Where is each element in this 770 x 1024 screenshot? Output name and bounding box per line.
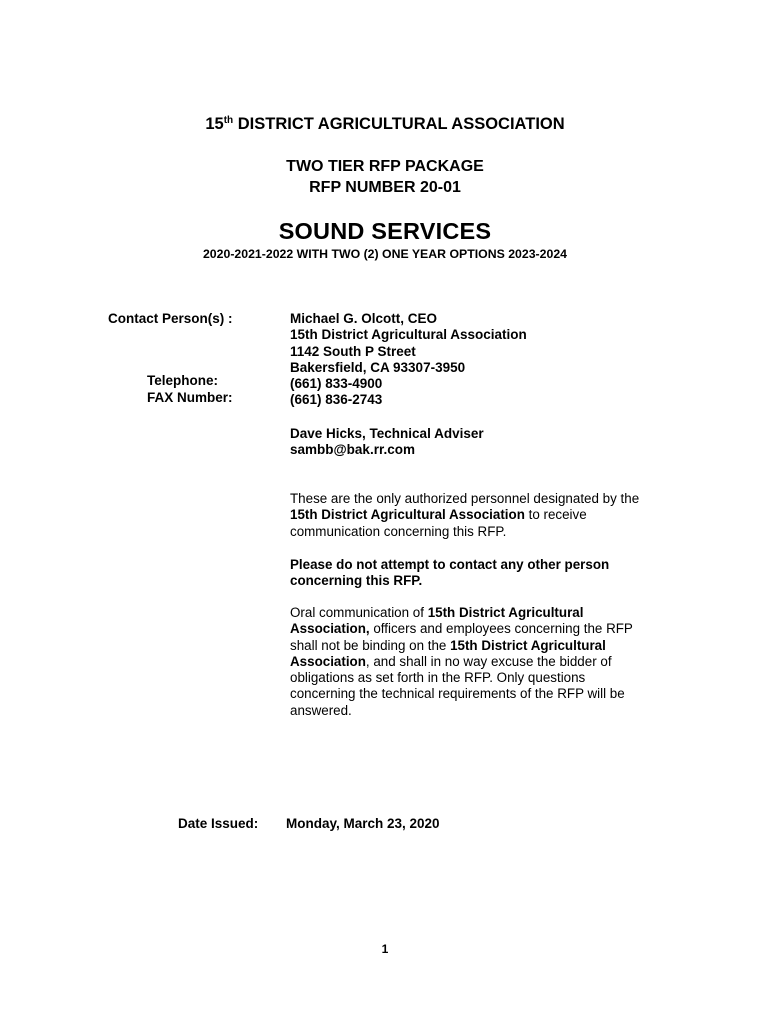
contact-fax: (661) 836-2743 <box>290 392 383 408</box>
date-issued-label: Date Issued: <box>178 816 259 831</box>
adviser-email[interactable]: sambb@bak.rr.com <box>290 442 415 458</box>
organization-title <box>0 115 770 134</box>
org-suffix: th <box>223 115 234 126</box>
date-issued-value: Monday, March 23, 2020 <box>286 816 440 831</box>
contact-label: Contact Person(s) : <box>108 311 233 326</box>
authorized-personnel-notice: These are the only authorized personnel designated by the 15th District Agricultural Association to receive communication concerning this RFP. <box>290 491 640 539</box>
oral-communication-notice: Oral communication of 15th District Agricultural Association, officers and employees concerning the RFP shall not be binding on the 15th District Agricultural Association, and shall in no way excuse the bidder of obligations as set forth in the RFP. Only questions concerning the technical requirements of the RFP will be answered. <box>290 605 633 718</box>
adviser-block <box>290 426 484 459</box>
adviser-name: Dave Hicks, Technical Adviser <box>290 426 484 441</box>
contact-city: Bakersfield, CA 93307-3950 <box>290 359 466 375</box>
contact-org: 15th District Agricultural Association <box>290 327 527 343</box>
fax-label: FAX Number: <box>147 390 233 405</box>
org-number: 15 <box>205 115 224 133</box>
contract-years: 2020-2021-2022 WITH TWO (2) ONE YEAR OPTIONS 2023-2024 <box>202 247 568 261</box>
contact-street: 1142 South P Street <box>290 343 416 359</box>
telephone-label: Telephone: <box>147 373 219 388</box>
org-name: DISTRICT AGRICULTURAL ASSOCIATION <box>237 115 565 133</box>
rfp-number: RFP NUMBER 20-01 <box>309 179 461 196</box>
contact-telephone: (661) 833-4900 <box>290 376 383 392</box>
package-title: TWO TIER RFP PACKAGE <box>286 158 484 175</box>
contact-address-block <box>290 311 527 409</box>
document-title: SOUND SERVICES <box>278 218 492 244</box>
contact-name: Michael G. Olcott, CEO <box>290 311 438 326</box>
page-number: 1 <box>381 942 389 956</box>
no-contact-notice: Please do not attempt to contact any other person concerning this RFP. <box>290 557 610 589</box>
